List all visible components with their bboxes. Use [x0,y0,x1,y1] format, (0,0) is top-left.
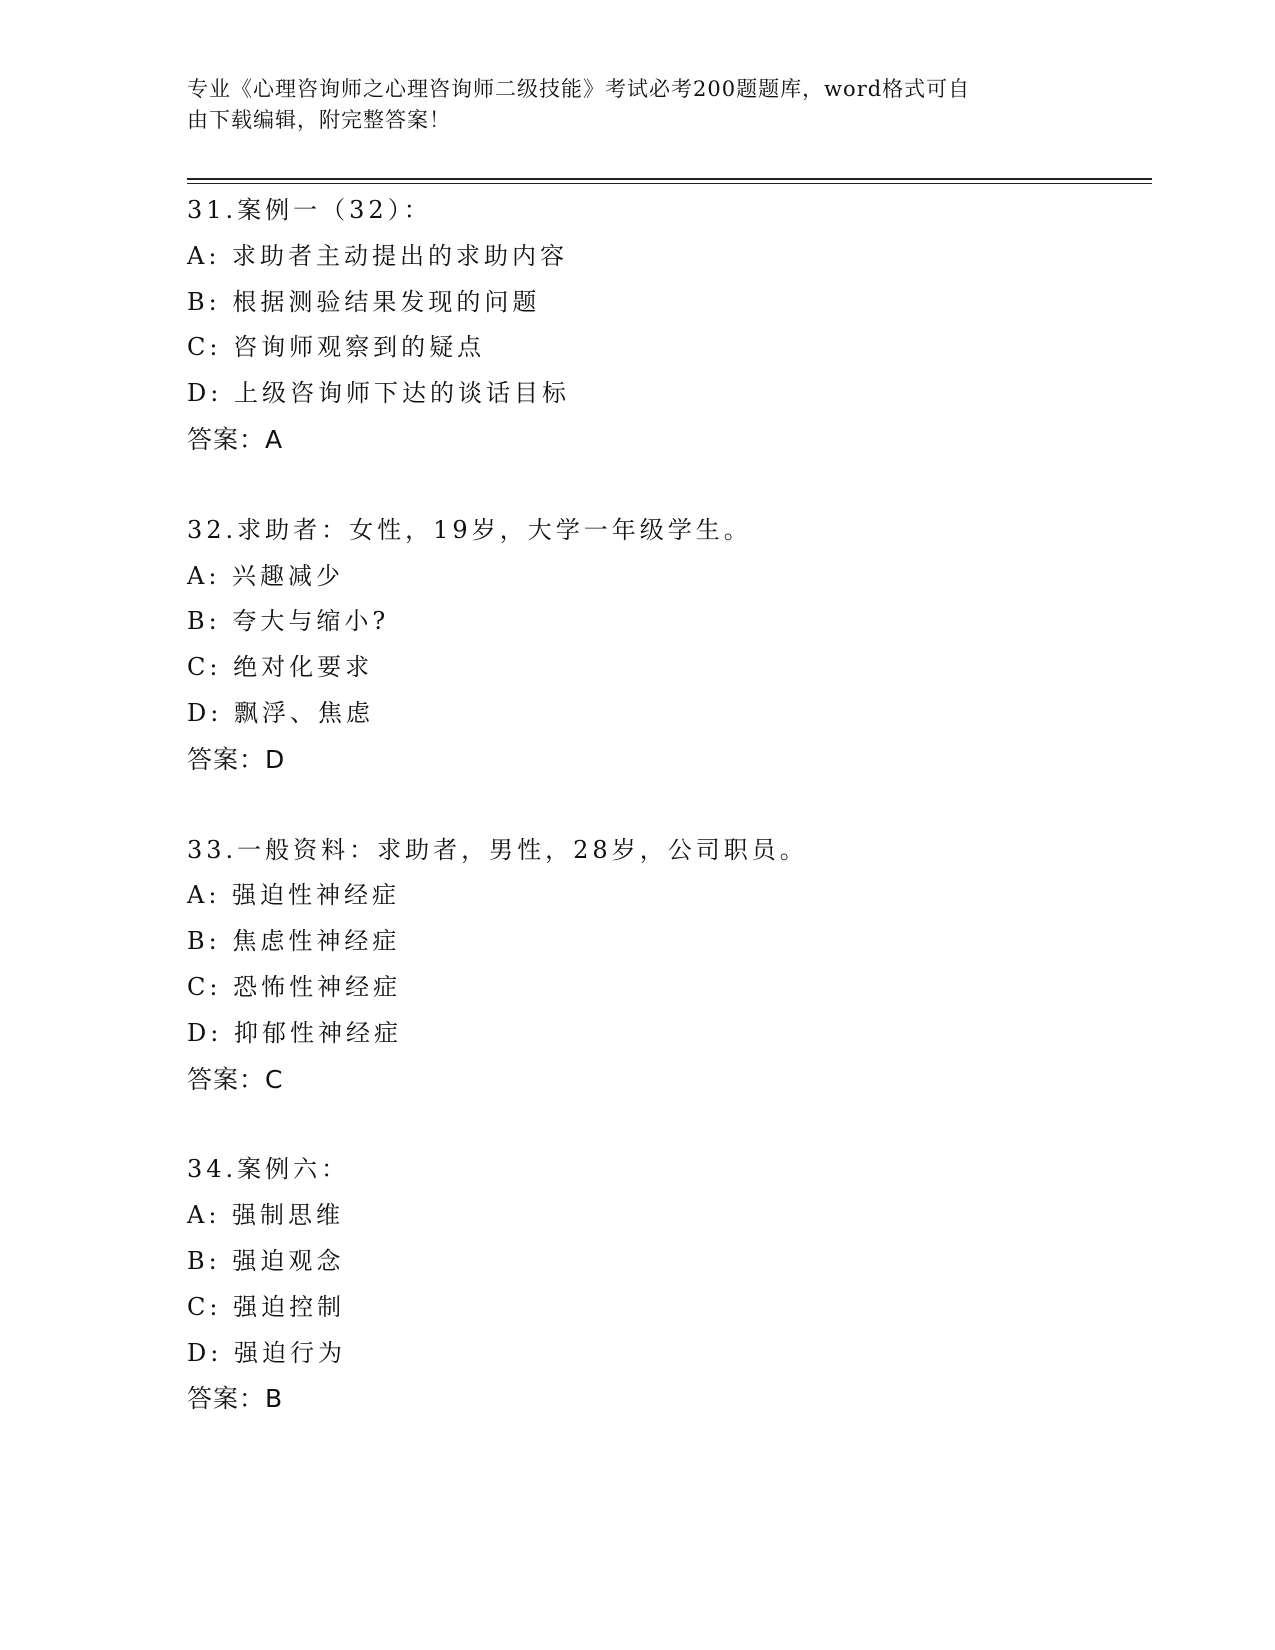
option-d: D: 强迫行为 [187,1338,346,1367]
answer-label: 答案：C [187,1064,284,1094]
option-b: B: 夸大与缩小? [187,607,390,636]
option-c: C: 咨询师观察到的疑点 [187,333,486,362]
option-d: D: 飘浮、焦虑 [187,698,374,727]
option-d: D: 上级咨询师下达的谈话目标 [187,379,570,408]
question-list [187,188,1147,1467]
header-divider-thick [187,178,1152,180]
question-33 [187,828,1147,1103]
question-32 [187,508,1147,783]
option-a: A: 兴趣减少 [187,561,345,590]
option-c: C: 强迫控制 [187,1292,346,1321]
option-c: C: 绝对化要求 [187,653,374,682]
document-header [187,74,1067,136]
question-34 [187,1147,1147,1422]
answer-label: 答案：A [187,424,284,454]
question-stem: 32.求助者：女性，19岁，大学一年级学生。 [187,515,752,544]
header-line-1: 专业《心理咨询师之心理咨询师二级技能》考试必考200题题库，word格式可自 [187,77,971,101]
option-b: B: 根据测验结果发现的问题 [187,287,541,316]
header-line-2: 由下载编辑，附完整答案！ [187,108,451,132]
option-a: A: 强迫性神经症 [187,881,401,910]
question-stem: 33.一般资料：求助者，男性，28岁，公司职员。 [187,835,808,864]
question-31 [187,188,1147,463]
answer-label: 答案：D [187,744,286,774]
option-b: B: 强迫观念 [187,1246,345,1275]
option-a: A: 求助者主动提出的求助内容 [187,241,569,270]
option-d: D: 抑郁性神经症 [187,1018,402,1047]
question-stem: 31.案例一（32）： [187,196,432,224]
option-c: C: 恐怖性神经症 [187,972,402,1001]
option-a: A: 强制思维 [187,1201,345,1230]
option-b: B: 焦虑性神经症 [187,927,401,956]
question-stem: 34.案例六： [187,1155,350,1184]
answer-label: 答案：B [187,1384,284,1414]
header-divider-thin [187,183,1152,184]
